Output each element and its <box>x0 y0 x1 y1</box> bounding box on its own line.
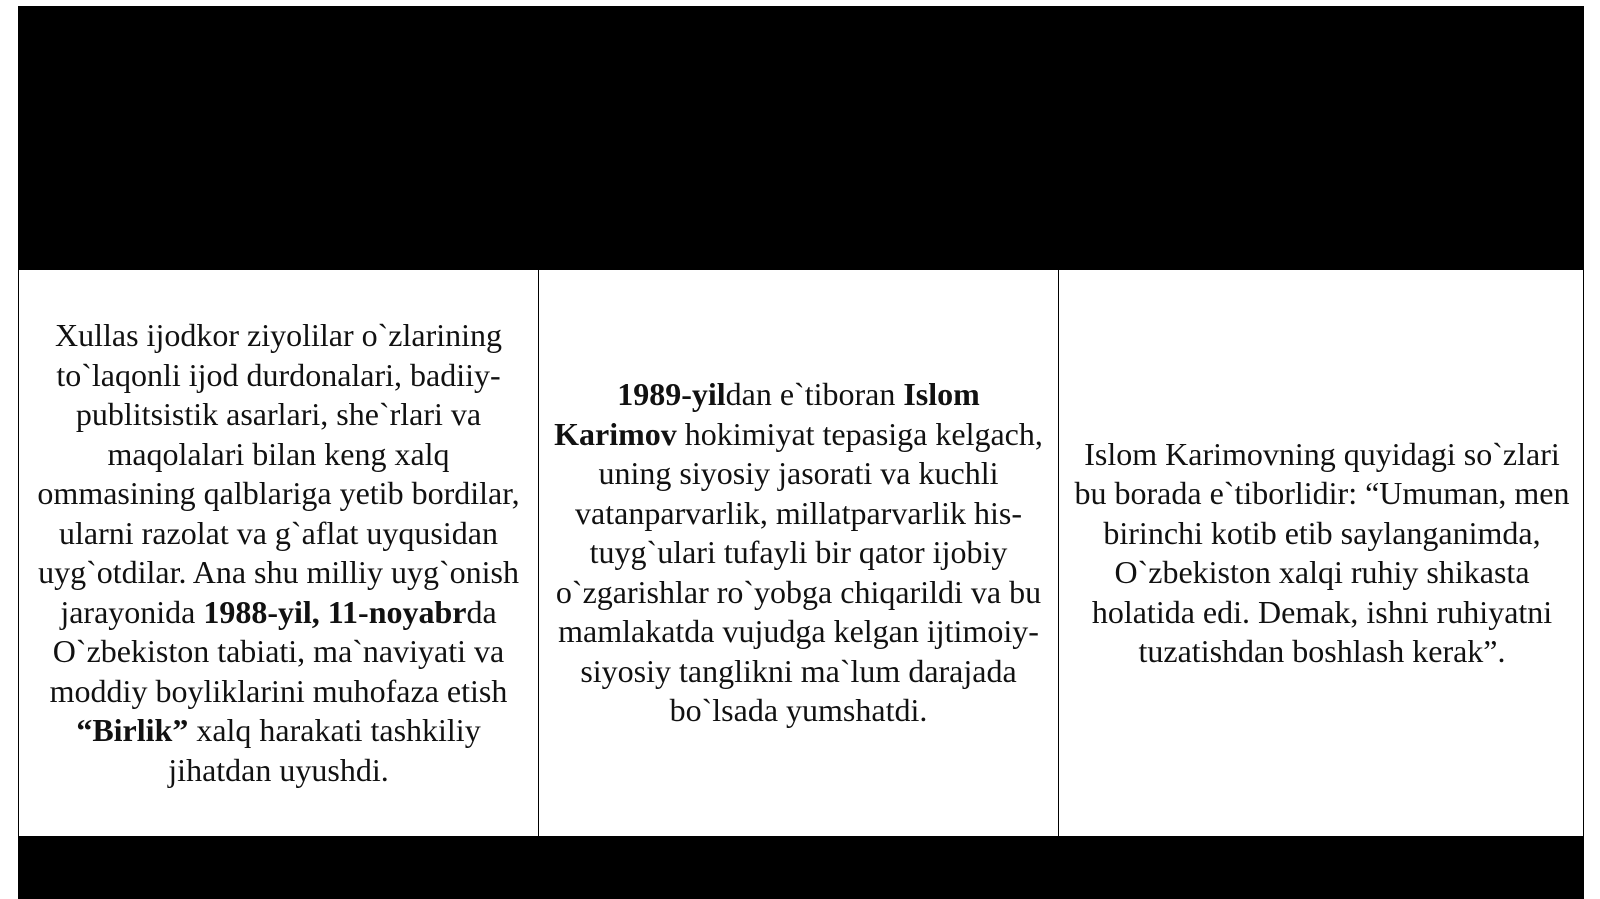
top-black-band <box>18 6 1584 270</box>
table-cell-right <box>1059 270 1585 836</box>
date-1989-emphasis: 1989-yil <box>617 376 726 413</box>
cell-left-text: Xullas ijodkor ziyolilar o`zlarining to`laqonli ijod durdonalari, badiiy-publitsistik asarlari, she`rlari va maqolalari bilan keng xalq ommasining qalblariga yetib bordilar, ularni razolat va g`aflat uyqusidan uyg`otdilar. Ana shu milliy uyg`onish jarayonida 1988-yil, 11-noyabrda O`zbekiston tabiati, ma`naviyati va moddiy boyliklarini muhofaza etish “Birlik” xalq harakati tashkiliy jihatdan uyushdi. <box>37 317 520 788</box>
cell-middle-text: 1989-yildan e`tiboran Islom Karimov hokimiyat tepasiga kelgach, uning siyosiy jasorati va kuchli vatanparvarlik, millatparvarlik his-tuyg`ulari tufayli bir qator ijobiy o`zgarishlar ro`yobga chiqarildi va bu mamlakatda vujudga kelgan ijtimoiy-siyosiy tanglikni ma`lum darajada bo`lsada yumshatdi. <box>554 376 1043 729</box>
cell-right-text: Islom Karimovning quyidagi so`zlari bu borada e`tiborlidir: “Umuman, men birinchi kotib etib saylanganimda, O`zbekiston xalqi ruhiy shikasta holatida edi. Demak, ishni ruhiyatni tuzatishdan boshlash kerak”. <box>1074 435 1570 669</box>
bottom-black-band <box>18 836 1584 899</box>
islom-karimov-emphasis: Islom Karimov <box>554 376 980 452</box>
birlik-emphasis: “Birlik” <box>76 712 189 748</box>
date-1988-emphasis: 1988-yil, 11-noyabr <box>203 593 467 630</box>
table-cell-left <box>19 270 539 836</box>
table-cell-middle <box>539 270 1059 836</box>
content-table <box>18 270 1584 836</box>
